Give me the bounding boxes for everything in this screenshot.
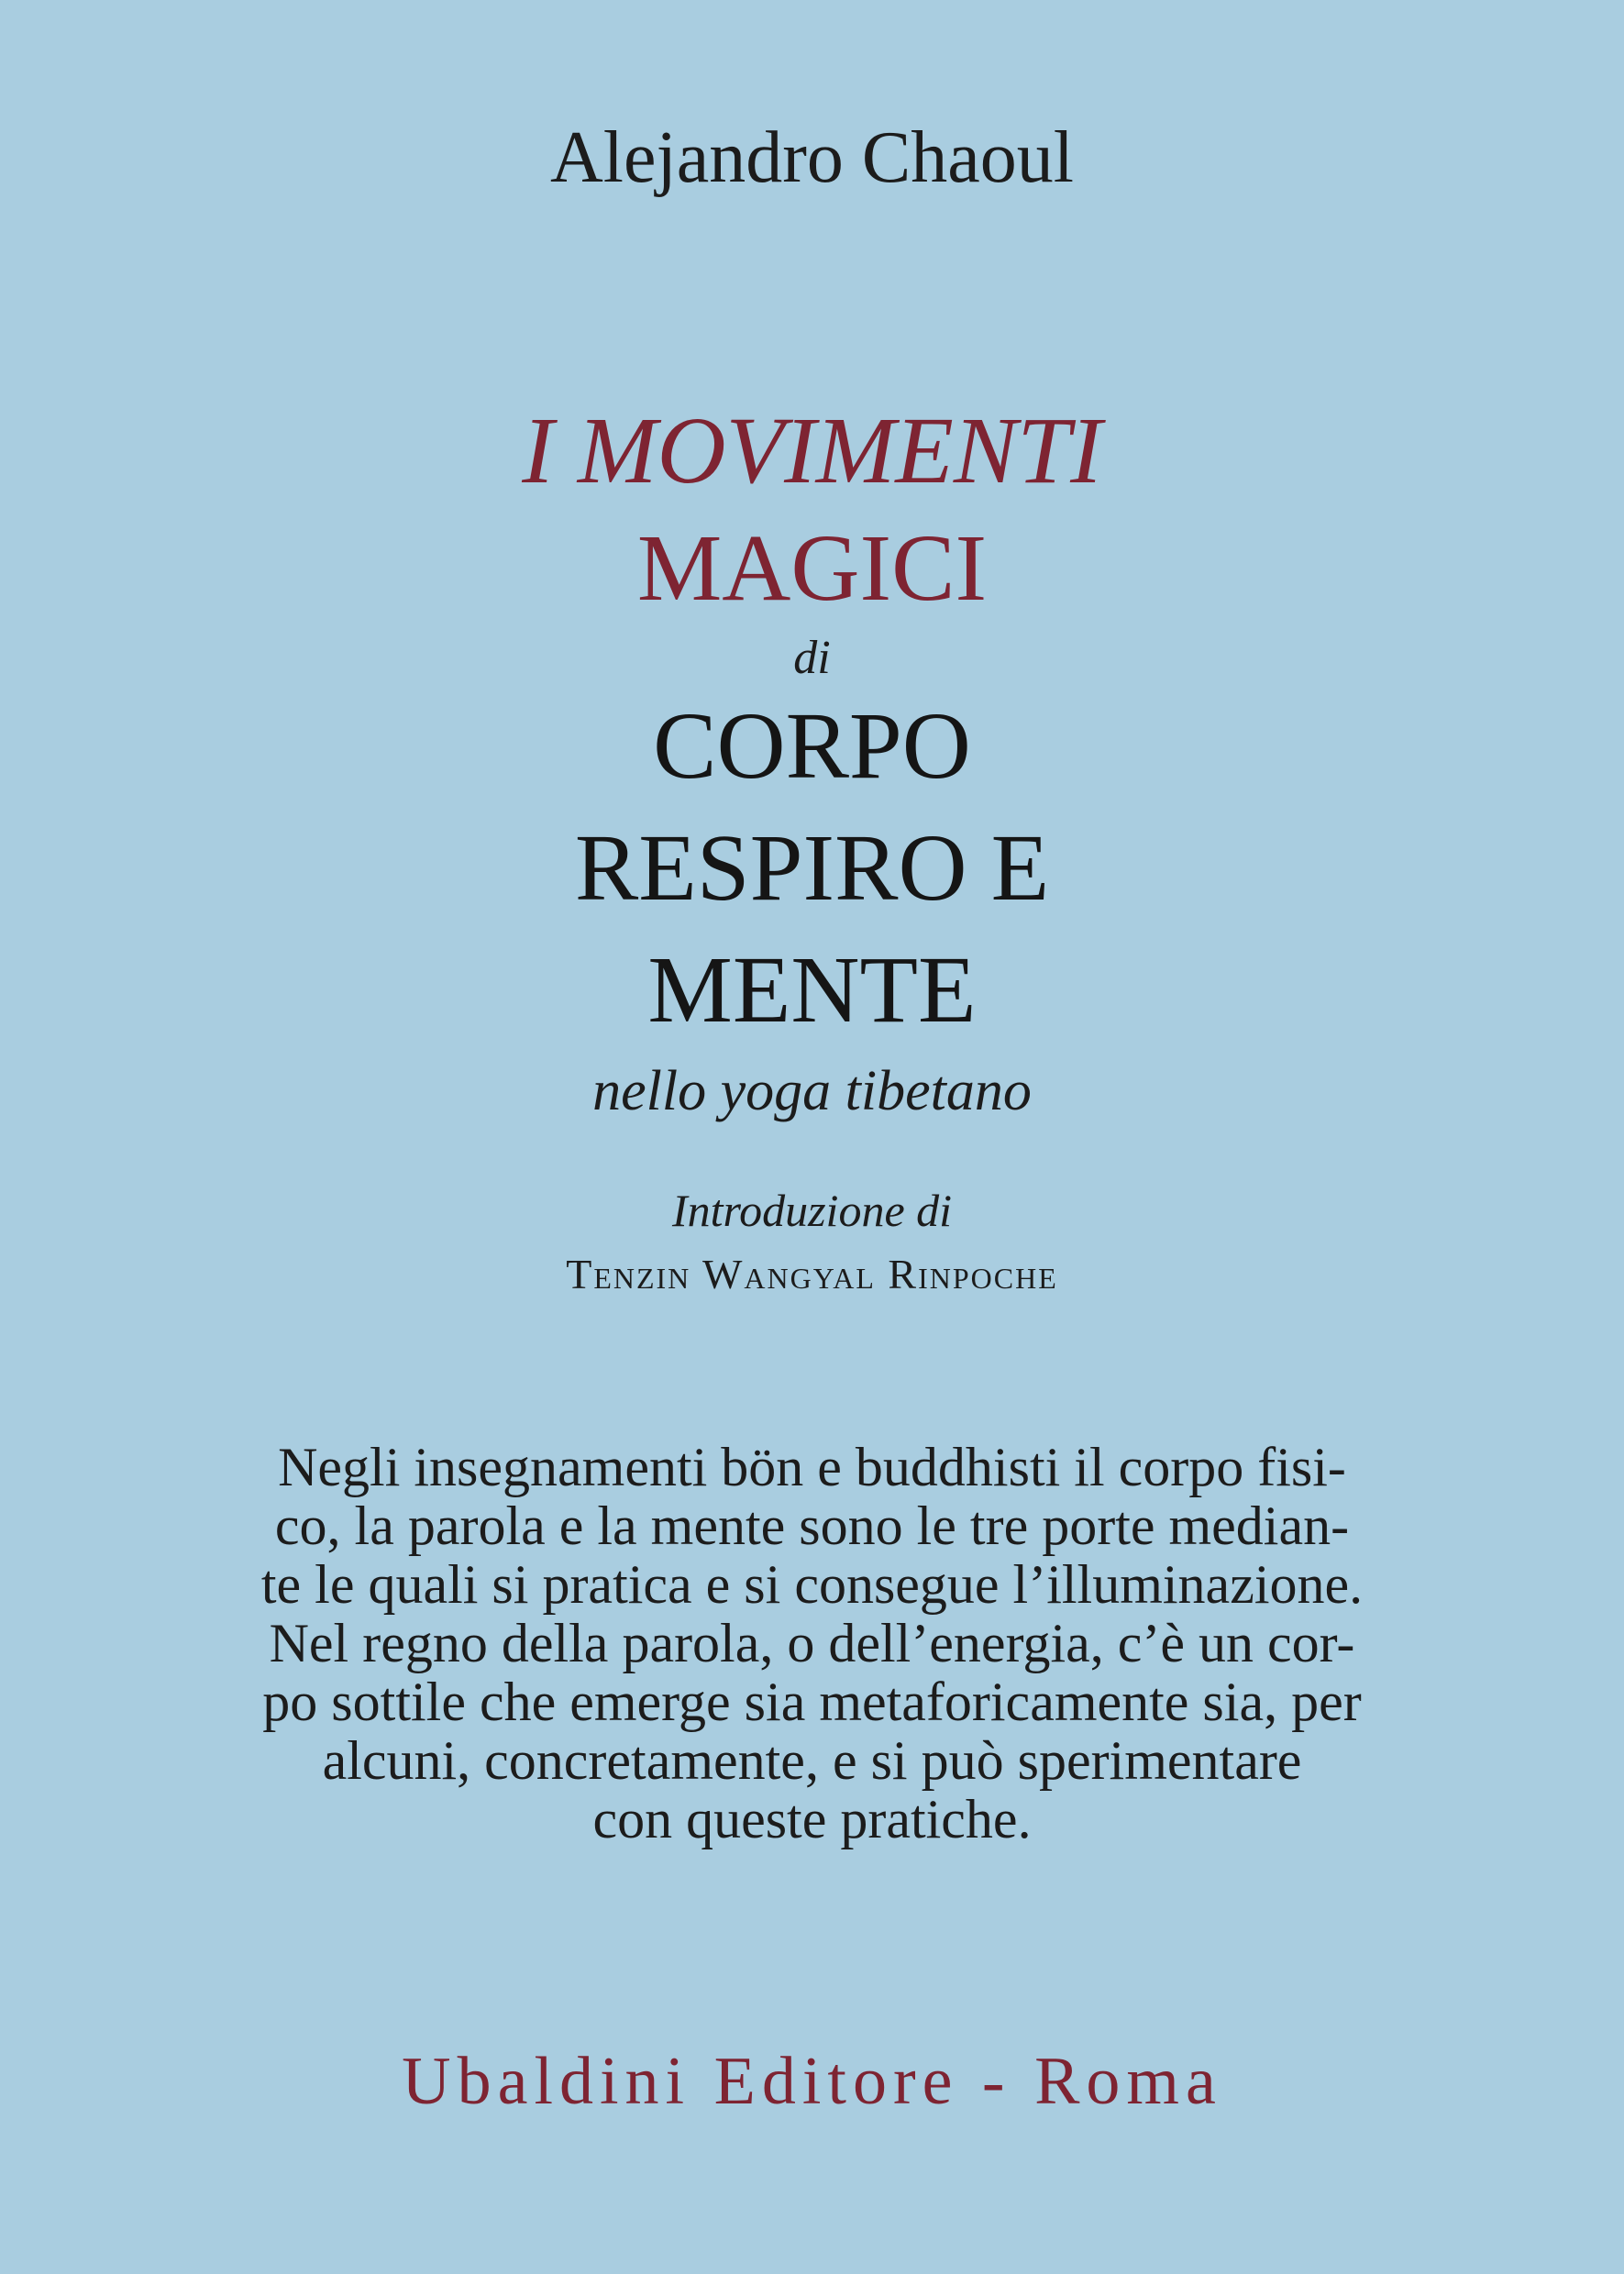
title-line-2: MAGICI [636, 515, 988, 621]
introduction-label: Introduzione di [671, 1185, 953, 1236]
title-line-4: RESPIRO E [574, 815, 1050, 921]
title-line-3: CORPO [653, 693, 971, 799]
author-name: Alejandro Chaoul [550, 117, 1074, 198]
title-line-1: I MOVIMENTI [522, 398, 1102, 503]
blurb-line: Nel regno della parola, o dell’energia, c’è un cor- [269, 1613, 1355, 1673]
blurb-line: co, la parola e la mente sono le tre porte median- [274, 1496, 1350, 1556]
introduction-author: Tenzin Wangyal Rinpoche [566, 1251, 1058, 1297]
blurb-paragraph [220, 1438, 1404, 1849]
blurb-line: Negli insegnamenti bön e buddhisti il corpo fisi- [278, 1437, 1346, 1497]
subtitle: nello yoga tibetano [592, 1060, 1032, 1122]
blurb-line: te le quali si pratica e si consegue l’illuminazione. [260, 1554, 1364, 1615]
publisher-name: Ubaldini Editore - Roma [402, 2044, 1222, 2119]
title-line-5: MENTE [647, 937, 977, 1043]
blurb-line: con queste pratiche. [592, 1789, 1032, 1849]
title-connector: di [793, 632, 831, 684]
blurb-line: po sottile che emerge sia metaforicamente sia, per [262, 1672, 1362, 1732]
blurb-line: alcuni, concretamente, e si può sperimentare [322, 1730, 1302, 1791]
